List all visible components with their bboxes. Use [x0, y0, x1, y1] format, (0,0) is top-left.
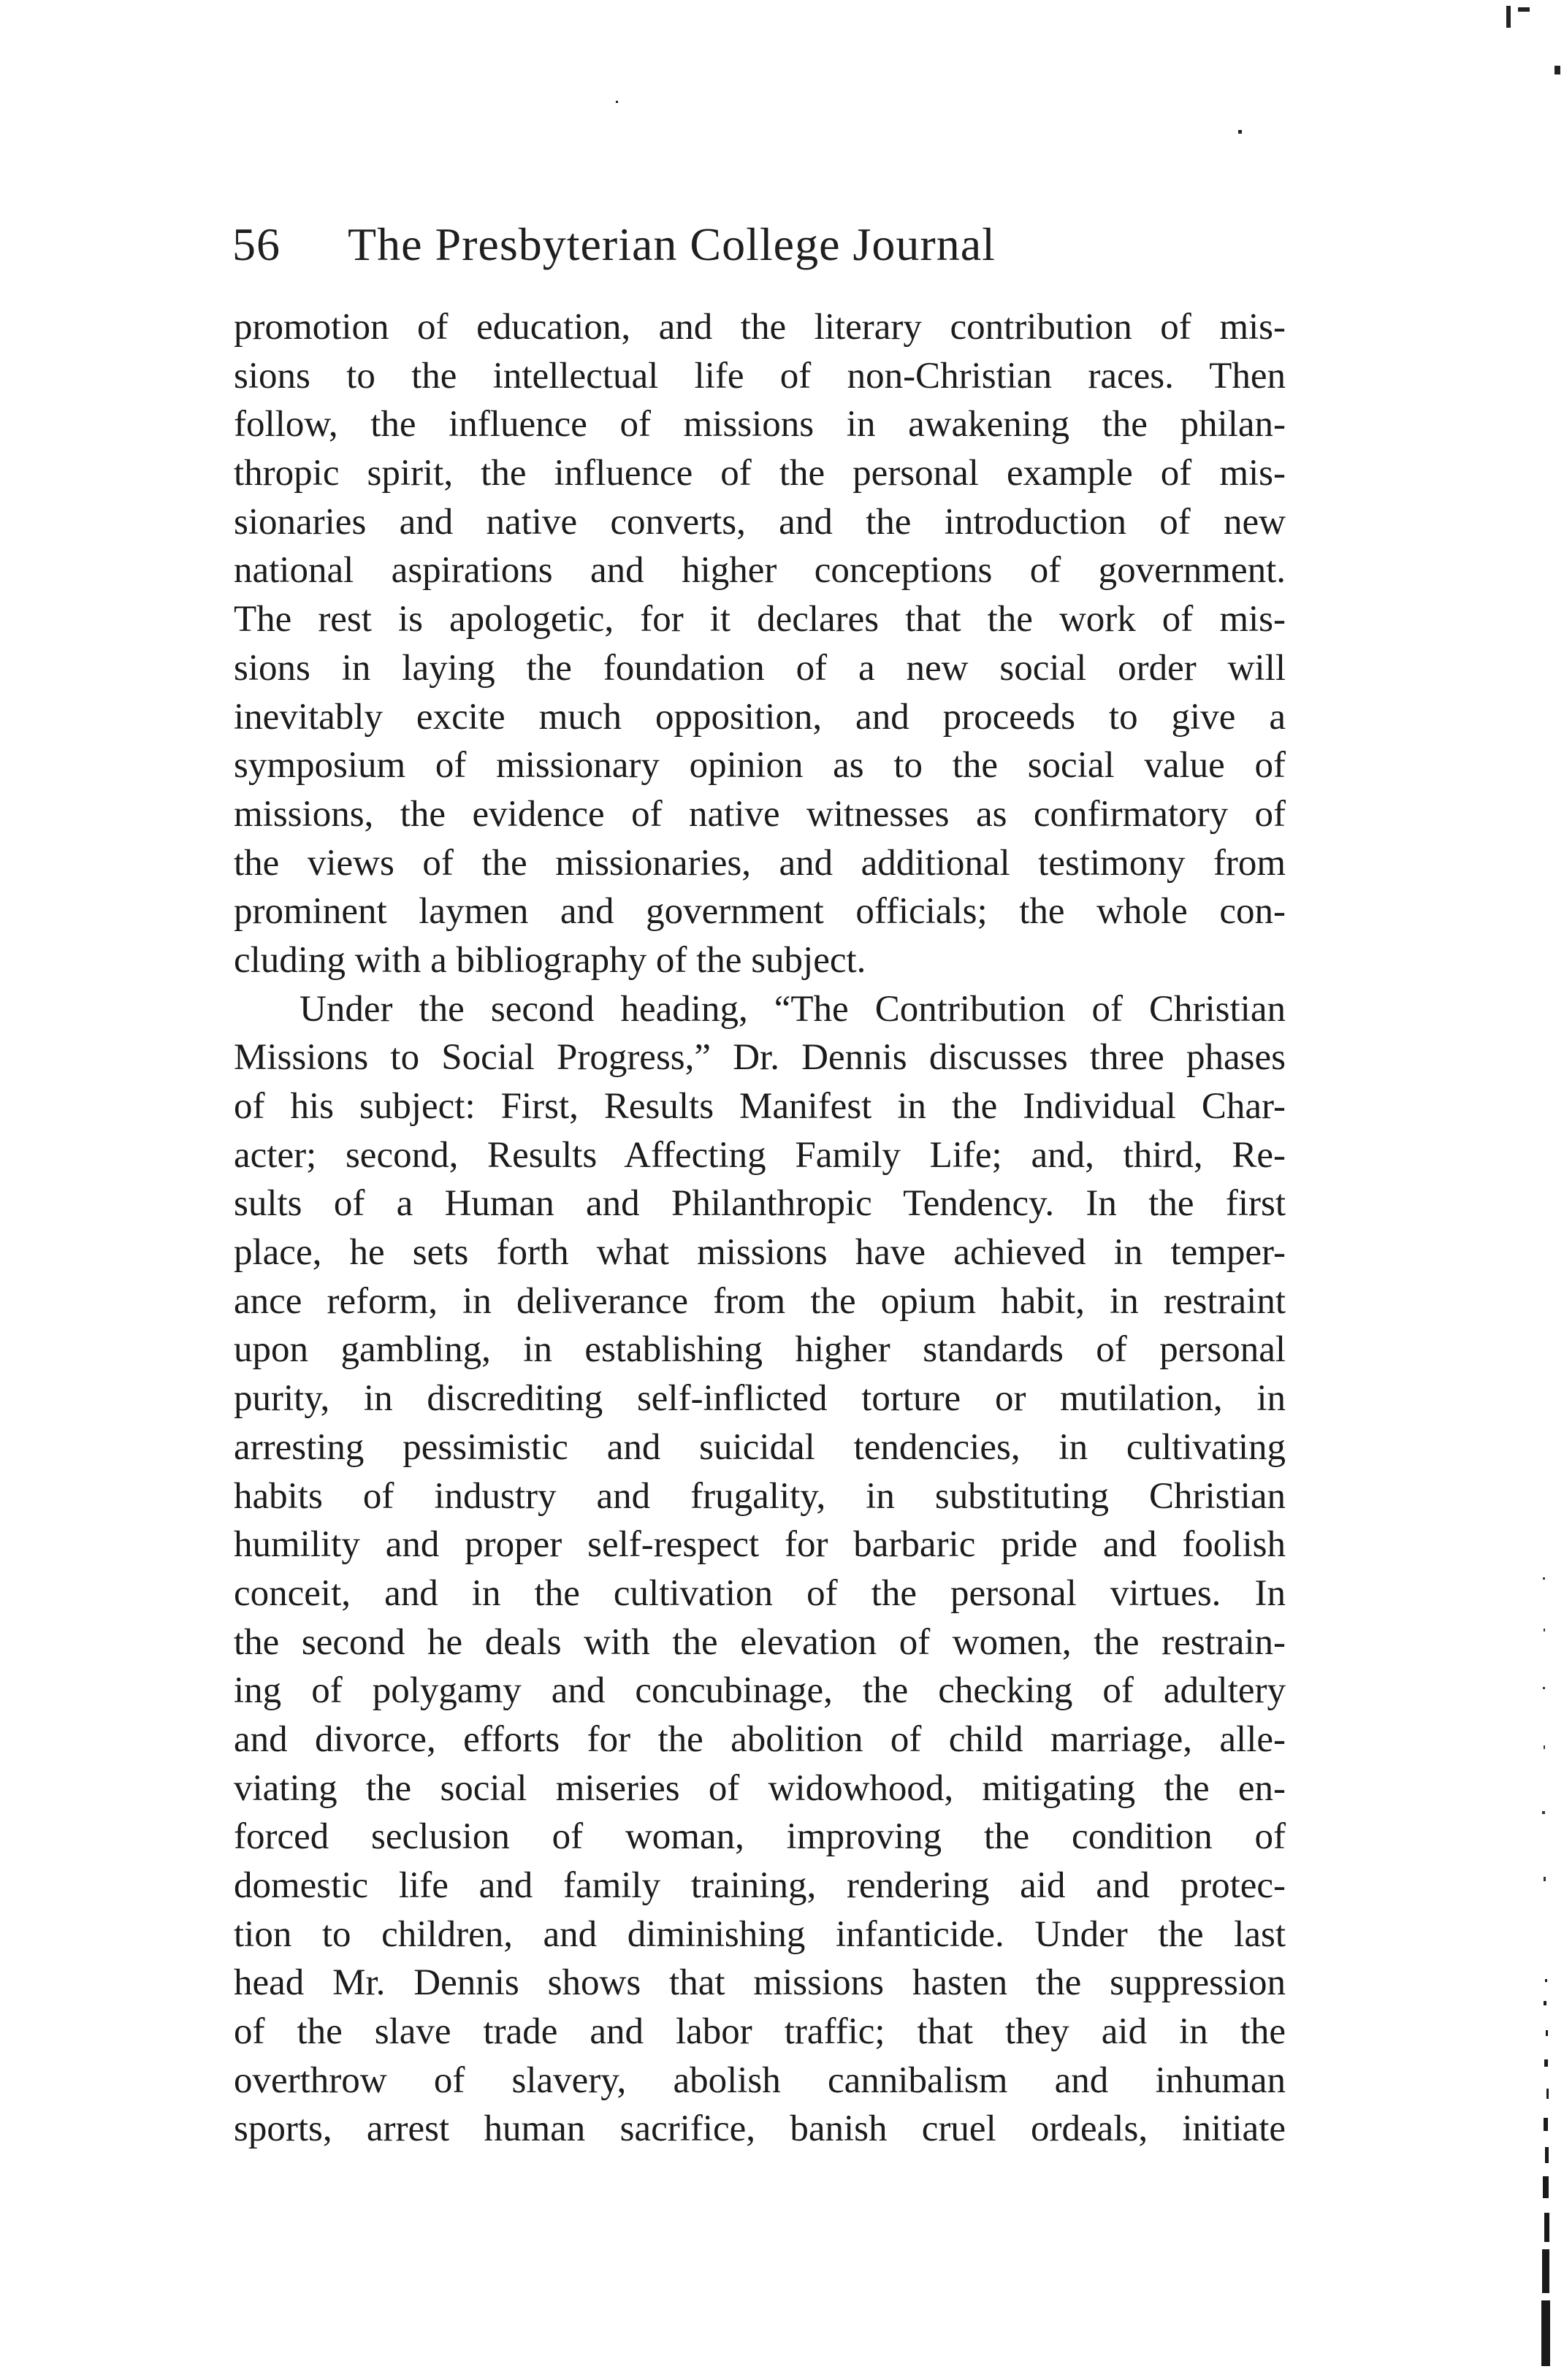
text-line: domestic life and family training, rendering aid and protec- — [234, 1865, 1286, 1906]
text-line: viating the social miseries of widowhood, mitigating the en- — [234, 1767, 1286, 1809]
text-line: national aspirations and higher conceptions of government. — [234, 550, 1286, 592]
text-line: cluding with a bibliography of the subject. — [234, 939, 866, 981]
text-line: tion to children, and diminishing infanticide. Under the last — [234, 1913, 1286, 1955]
text-line: ing of polygamy and concubinage, the checking of adultery — [234, 1670, 1286, 1712]
text-line: habits of industry and frugality, in substituting Christian — [234, 1475, 1286, 1517]
text-line: conceit, and in the cultivation of the personal virtues. In — [234, 1572, 1286, 1614]
text-line: place, he sets forth what missions have achieved in temper- — [234, 1232, 1286, 1274]
scan-speck — [1238, 130, 1242, 134]
text-line: sions to the intellectual life of non-Christian races. Then — [234, 355, 1286, 397]
text-line: promotion of education, and the literary contribution of mis- — [234, 307, 1286, 348]
text-line: purity, in discrediting self-inflicted torture or mutilation, in — [234, 1378, 1286, 1420]
text-line: missions, the evidence of native witnesses as confirmatory of — [234, 793, 1286, 835]
text-line: humility and proper self-respect for barbaric pride and foolish — [234, 1524, 1286, 1566]
text-line: acter; second, Results Affecting Family Life; and, third, Re- — [234, 1134, 1286, 1176]
scan-speck — [616, 101, 618, 103]
scan-speck — [1555, 66, 1560, 74]
text-line: sports, arrest human sacrifice, banish cruel ordeals, initiate — [234, 2108, 1286, 2150]
scan-speck — [1518, 7, 1530, 12]
text-line: upon gambling, in establishing higher standards of personal — [234, 1329, 1286, 1371]
text-line: symposium of missionary opinion as to the social value of — [234, 745, 1286, 787]
text-line: ance reform, in deliverance from the opium habit, in restraint — [234, 1280, 1286, 1322]
text-line: arresting pessimistic and suicidal tendencies, in cultivating — [234, 1426, 1286, 1468]
paragraph-start-line: Under the second heading, “The Contribution of Christian — [300, 988, 1286, 1030]
text-line: sions in laying the foundation of a new social order will — [234, 647, 1286, 689]
text-line: of the slave trade and labor traffic; that they aid in the — [234, 2011, 1286, 2053]
running-title: The Presbyterian College Journal — [348, 218, 996, 270]
scan-edge-noise-upper — [1539, 1570, 1549, 1935]
text-line: prominent laymen and government officials; the whole con- — [234, 891, 1286, 933]
page-number: 56 — [232, 218, 281, 270]
scan-edge-noise — [1538, 1972, 1554, 2380]
text-line: of his subject: First, Results Manifest in the Individual Char- — [234, 1086, 1286, 1127]
text-line: overthrow of slavery, abolish cannibalism and inhuman — [234, 2059, 1286, 2101]
text-line: Missions to Social Progress,” Dr. Dennis discusses three phases — [234, 1037, 1286, 1079]
text-line: follow, the influence of missions in awakening the philan- — [234, 404, 1286, 445]
text-line: sionaries and native converts, and the introduction of new — [234, 501, 1286, 543]
text-line: inevitably excite much opposition, and proceeds to give a — [234, 696, 1286, 738]
page-header — [232, 218, 1328, 291]
text-line: the second he deals with the elevation of women, the restrain- — [234, 1621, 1286, 1663]
text-line: The rest is apologetic, for it declares that the work of mis- — [234, 599, 1286, 640]
text-line: head Mr. Dennis shows that missions hasten the suppression — [234, 1962, 1286, 2004]
text-line: and divorce, efforts for the abolition of child marriage, alle- — [234, 1718, 1286, 1760]
text-line: sults of a Human and Philanthropic Tendency. In the first — [234, 1183, 1286, 1225]
text-line: the views of the missionaries, and additional testimony from — [234, 842, 1286, 884]
body-text — [234, 303, 1286, 2154]
text-line: thropic spirit, the influence of the personal example of mis- — [234, 453, 1286, 494]
text-line: forced seclusion of woman, improving the condition of — [234, 1816, 1286, 1858]
scan-speck — [1506, 6, 1511, 28]
